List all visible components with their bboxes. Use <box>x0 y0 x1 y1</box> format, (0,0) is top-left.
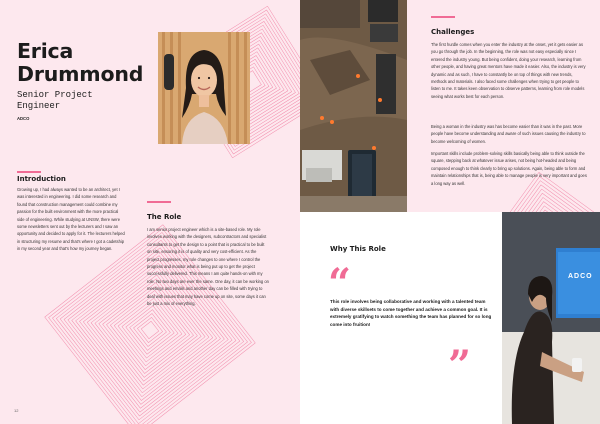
job-title <box>17 90 93 112</box>
intro-accent-line <box>17 171 41 173</box>
open-quote-mark: “ <box>328 260 352 307</box>
company-name: ADCO <box>17 116 30 121</box>
pull-quote: This role involves being collaborative and working with a talented team with diverse skillsets to come together and achieve a common goal. It is extremely gratifying to watch something the team has planned for so long come into fruition! <box>330 299 492 328</box>
office-screen-sign: ADCO <box>568 273 593 280</box>
why-this-role-heading: Why This Role <box>330 245 386 253</box>
challenges-para-3: Important skills include problem-solving skills basically being able to think outside the square, stepping back at whatever issue arises, not being hot-headed and being composed enough to think clearly to bring up solutions. Again, being able to form and maintain relationships that is, being able to manage people is very important and goes a long way as well. <box>431 151 587 186</box>
close-quote-mark: ” <box>448 342 472 389</box>
last-name: Drummond <box>17 62 144 86</box>
the-role-body: I am senior project engineer which is a site-based role. My role involves working with the designers, subcontractors and specialist consultants to get the design to a point that is practical to be built on site, ensuring it is of quality and very cost-efficient. As the project progresses, my role changes to one where I control the progress and monitor what is being put up to get the project successfully delivered. This means I am quite hands-on with my role. No two days are ever the same. One day, it can be working on meetings and emails and another day can be filled with trying to deal with issues that may have come up on site, some days it can be just a mix of everything. <box>147 227 269 307</box>
the-role-heading: The Role <box>147 213 182 221</box>
construction-site-photo <box>300 0 407 212</box>
page-number: 12 <box>14 408 19 413</box>
challenges-accent-line <box>431 16 455 18</box>
profile-name <box>17 40 143 86</box>
challenges-para-2: Being a woman in the industry was has become easier than it was in the past. More people have become understanding and aware of such issues causing the industry to become welcoming of women. <box>431 124 586 144</box>
role-accent-line <box>147 201 171 203</box>
challenges-heading: Challenges <box>431 28 475 36</box>
portrait-photo <box>158 32 250 144</box>
job-title-line1: Senior Project <box>17 90 93 100</box>
first-name: Erica <box>17 39 74 63</box>
job-title-line2: Engineer <box>17 101 61 111</box>
office-photo <box>502 212 600 424</box>
challenges-para-1: The first hurdle comes when you enter the industry at the onset, yet it gets easier as you go through the job. In the beginning, the role was not easy especially since I entered the industry young. But being confident, doing your research, learning from other people, and having great mentors have made it easier. Also, the industry is very dynamic and as such, I have to constantly be on top of things with new trends, methods and materials. I also faced some challenges when trying to get people to listen to me. It takes keen observation to observe patterns, learning from role models seeing what works best for each person. <box>431 42 586 99</box>
introduction-body: Growing up, I had always wanted to be an architect, yet I was interested in engineering. I did some research and found that construction management could combine my passion for the built environment with the more practical side of engineering. While studying at UNSW, there were some newsletters sent out by the lecturers and I saw an opportunity and decided to apply for it. The lecturers helped in structuring my resume and that's where I got a cadetship in my second year and that's how my journey began. <box>17 187 125 252</box>
introduction-heading: Introduction <box>17 175 66 183</box>
